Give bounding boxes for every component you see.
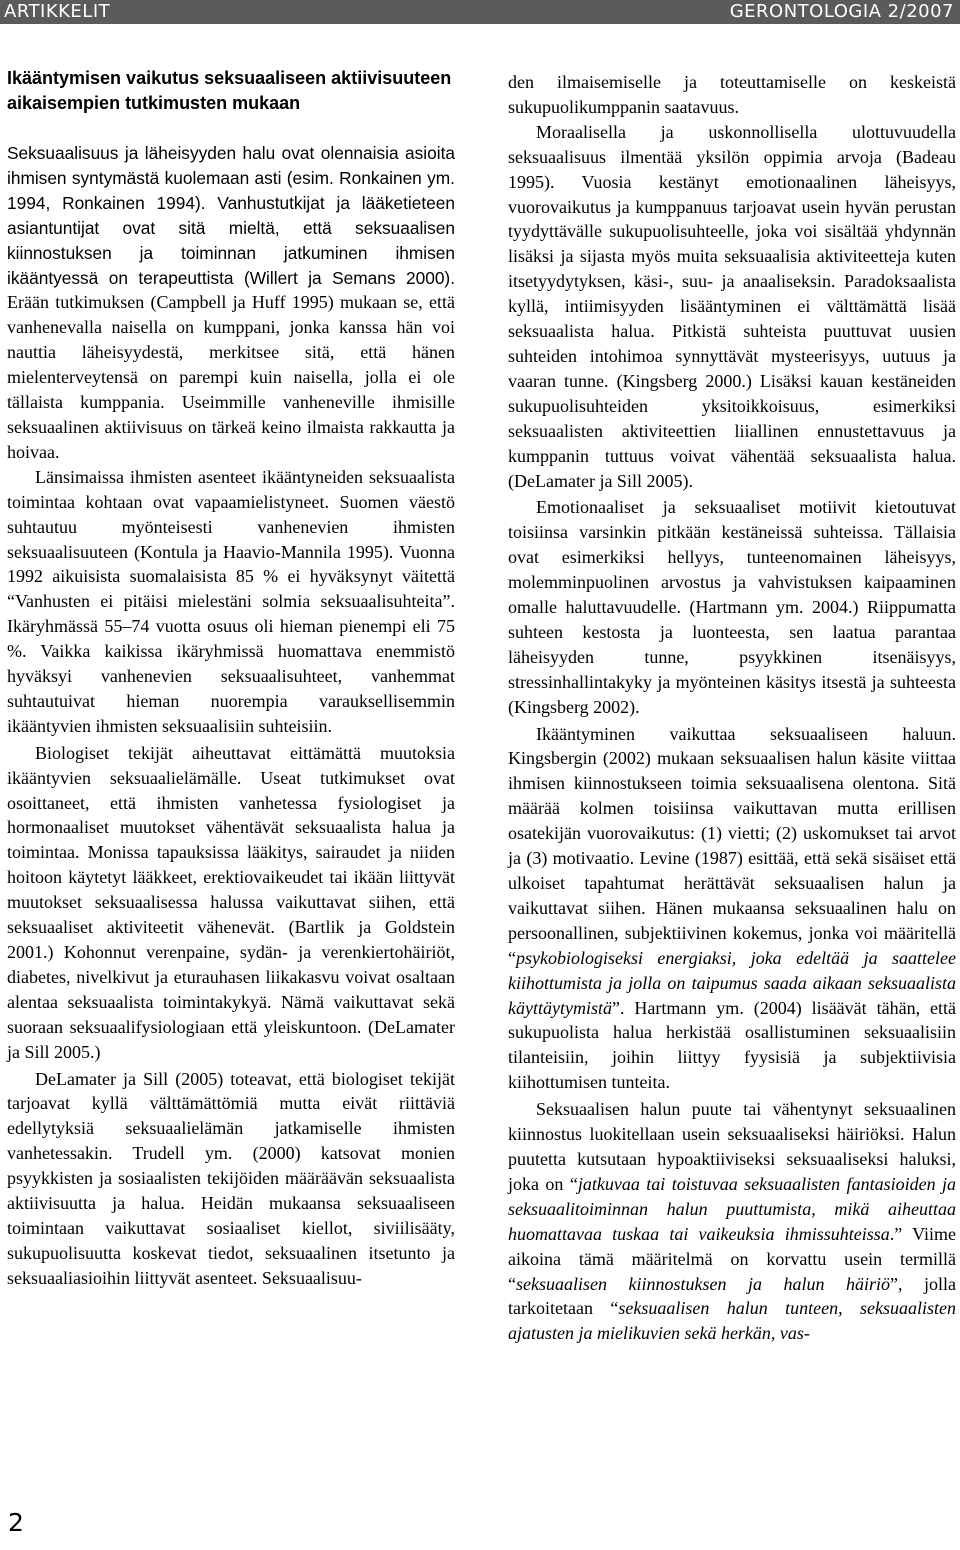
paragraph	[508, 722, 956, 1096]
paragraph: Moraalisella ja uskonnollisella ulottuvuudella seksuaalisuus ilmentää yksilön oppimia arvoja (Badeau 1995). Vuosia kestänyt emotionaalinen läheisyys, vuorovaikutus ja kumppanuus tarjoavat usein hyvän perustan tyydyttävälle sukupuolisuhteelle, joka voi sisältää yhdynnän lisäksi ja sijasta myös muita seksuaalisia aktiviteetteja kuten itsetyydytyksen, käsi-, suu- ja anaaliseksin. Paradoksaalista kyllä, intiimisyyden lisääntyminen ei välttämättä lisää seksuaalista halua. Pitkistä suhteista puuttuvat uusien suhteiden intohimoa synnyttävät mysteerisyys, uutuus ja vaaran tunne. (Kingsberg 2000.) Lisäksi kauan kestäneiden sukupuolisuhteiden yksitoikkoisuus, esimerkiksi seksuaalisten aktiviteettien liiallinen ennustettavuus ja kumppanin tuttuus voivat vähentää seksuaalista halua. (DeLamater ja Sill 2005).	[508, 121, 956, 491]
paragraph: DeLamater ja Sill (2005) toteavat, että biologiset tekijät tarjoavat kyllä välttämättömiä mutta eivät riittäviä edellytyksiä seksuaalielämän jatkamiselle ihmisten vanhetessakin. Trudell ym. (2000) katsovat monien psyykkisten ja sosiaalisten tekijöiden määräävän seksuaalista aktiivisuutta ja halua. Heidän mukaansa seksuaaliseen toimintaan vaikuttavat sosiaaliset kiellot, siviilisääty, sukupuolisuutta koskevat tiedot, seksuaalinen itsetunto ja seksuaaliasioihin liittyvät asenteet. Seksuaalisuu-	[7, 1068, 455, 1288]
right-column	[508, 70, 956, 1346]
paragraph: Länsimaissa ihmisten asenteet ikääntyneiden seksuaalista toimintaa kohtaan ovat vapaamielistyneet. Suomen väestö suhtautuu myönteisesti vanhenevien ihmisten seksuaalisuuteen (Kontula ja Haavio-Mannila 1995). Vuonna 1992 aikuisista suomalaisista 85 % ei hyväksynyt väitettä “Vanhusten ei pitäisi mielestäni solmia seksuaalisuhteita”. Ikäryhmässä 55–74 vuotta osuus oli hieman pienempi eli 75 %. Vaikka kaikissa ikäryhmissä huomattava enemmistö hyväksyi vanhenevien seksuaalisuhteet, vanhemmat suhtautuivat hieman nuorempia varauksellisemmin ikääntyvien ihmisten seksuaalisiin suhteisiin.	[7, 466, 455, 736]
emphasized-definition: seksuaalisen halun tunteen, seksuaalisten ajatusten ja mielikuvien sekä herkän, vas-	[508, 1298, 956, 1344]
paragraph-text: Erään tutkimuksen (Campbell ja Huff 1995) mukaan se, että vanhenevalla naisella on kumppani, jonka kanssa hän voi nauttia läheisyydestä, merkitsee sitä, että hänen mielenterveytensä on parempi kuin naisella, jolla ei ole tällaista kumppania. Useimmille vanheneville ihmisille seksuaalinen aktiivisuus on tärkeä keino ilmaista rakkautta ja hoivaa.	[7, 292, 455, 462]
left-column	[7, 66, 455, 1291]
paragraph	[508, 1097, 956, 1346]
emphasized-definition: jatkuvaa tai toistuvaa seksuaalisten fantasioiden ja seksuaalitoiminnan halun puuttumista, mikä aiheuttaa huomattavaa tuskaa tai vaikeuksia ihmissuhteissa	[508, 1173, 956, 1244]
paragraph-text: Seksuaalisen halun puute tai vähentynyt seksuaalinen kiinnostus luokitellaan usein seksuaaliseksi häiriöksi. Halun puutetta kutsutaan hypoaktiiviseksi seksuaaliseksi haluksi, joka on “	[508, 1099, 956, 1194]
paragraph: Biologiset tekijät aiheuttavat eittämättä muutoksia ikääntyvien seksuaalielämälle. Useat tutkimukset ovat osoittaneet, että ihmisten vanhetessa fysiologiset ja hormonaaliset muutokset vähentävät seksuaalista halua ja toimintaa. Monissa tapauksissa lääkitys, sairaudet ja niiden hoitoon käytetyt lääkkeet, erektiovaikeudet tai ikään liittyvät muutokset seksuaalisessa halussa vaikuttavat siihen, että seksuaaliset aktiviteetit vähenevät. (Bartlik ja Goldstein 2001.) Kohonnut verenpaine, sydän- ja verenkiertohäiriöt, diabetes, nivelkivut ja eturauhasen liikakasvu voivat osaltaan alentaa seksuaalista toimintakykyä. Nämä vaikuttavat sekä suoraan seksuaalifysiologiaan että yleiskuntoon. (DeLamater ja Sill 2005.)	[7, 742, 455, 1062]
journal-issue-label: GERONTOLOGIA 2/2007	[729, 1, 954, 22]
article-heading: Ikääntymisen vaikutus seksuaaliseen aktiivisuuteen aikaisempien tutkimusten mukaan	[7, 68, 452, 113]
paragraph: Emotionaaliset ja seksuaaliset motiivit kietoutuvat toisiinsa varsinkin pitkään kestäneissä suhteissa. Tällaisia ovat esimerkiksi hellyys, tunteenomainen läheisyys, molemminpuolinen arvostus ja vahvistuksen kaipaaminen omalle haluttavuudelle. (Hartmann ym. 2004.) Riippumatta suhteen kestosta ja luonteesta, sen laatua parantaa läheisyyden tunne, psyykkinen itsenäisyys, stressinhallintakyky ja myönteinen käsitys itsestä ja suhteesta (Kingsberg 2002).	[508, 497, 956, 717]
page-header	[0, 0, 960, 24]
paragraph-text: ”, jolla tarkoitetaan “	[508, 1273, 956, 1319]
paragraph-text: Ikääntyminen vaikuttaa seksuaaliseen haluun. Kingsbergin (2002) mukaan seksuaalisen halun käsite viittaa ihmisen kiinnostukseen toimia seksuaalisena olentona. Sitä määrää kolmen toisiinsa vaikuttavan mutta erillisen osatekijän vuorovaikutus: (1) vietti; (2) uskomukset tai arvot ja (3) motivaatio. Levine (1987) esittää, että sekä sisäiset että ulkoiset tapahtumat herättävät seksuaalisen halun ja vaikuttavat siihen. Hänen mukaansa seksuaalinen halu on persoonallinen, subjektiivinen kokemus, jonka voi määritellä “	[508, 723, 956, 968]
paragraph	[7, 141, 455, 465]
paragraph-text: ”. Hartmann ym. (2004) lisäävät tähän, että sukupuolista halua herkistää osallistuminen seksuaalisiin tilanteisiin, joihin liittyy fyysisiä ja subjektiivisia kiihottumisen tunteita.	[508, 997, 956, 1093]
emphasized-definition: psykobiologiseksi energiaksi, joka edeltää ja saattelee kiihottumista ja jolla on taipumus saada aikaan seksuaalista käyttäytymistä	[508, 947, 956, 1018]
section-label: ARTIKKELIT	[4, 1, 111, 22]
paragraph-text-sans: Seksuaalisuus ja läheisyyden halu ovat olennaisia asioita ihmisen syntymästä kuolemaan asti (esim. Ronkainen ym. 1994, Ronkainen 1994). Vanhustutkijat ja lääketieteen asiantuntijat ovat sitä mieltä, että seksuaalisen kiinnostuksen ja toiminnan jatkuminen ihmisen ikääntyessä on terapeuttista (Willert ja Semans 2000).	[7, 143, 455, 288]
page-number: 2	[8, 1508, 24, 1537]
emphasized-term: seksuaalisen kiinnostuksen ja halun häiriö	[516, 1273, 890, 1294]
paragraph: den ilmaisemiselle ja toteuttamiselle on keskeistä sukupuolikumppanin saatavuus.	[508, 72, 956, 117]
paragraph-text: .” Viime aikoina tämä määritelmä on korvattu usein termillä “	[508, 1223, 956, 1294]
